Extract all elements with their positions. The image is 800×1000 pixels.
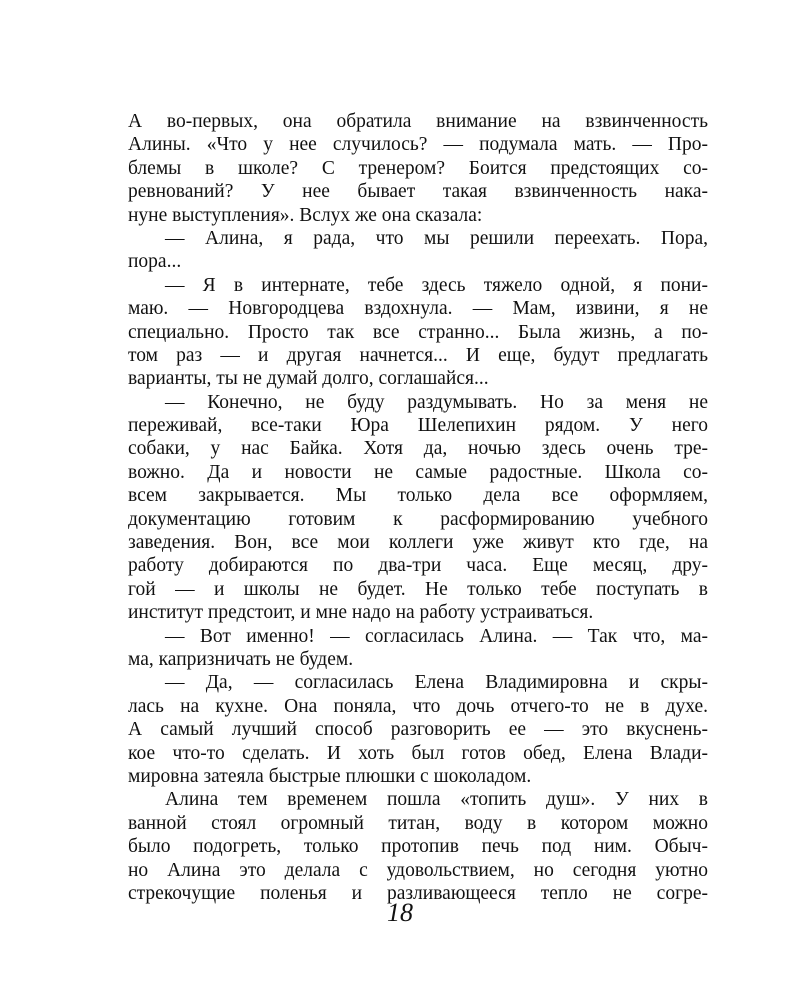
text-line: всем закрывается. Мы только дела все оформляем, bbox=[128, 485, 708, 507]
text-line: А самый лучший способ разговорить ее — это вкуснень- bbox=[128, 719, 708, 741]
page-body-text bbox=[128, 110, 708, 905]
text-line: мировна затеяла быстрые плюшки с шоколадом. bbox=[128, 765, 532, 787]
page-number: 18 bbox=[387, 898, 413, 927]
text-line: — Да, — согласилась Елена Владимировна и скры- bbox=[165, 672, 708, 694]
text-line: Алины. «Что у нее случилось? — подумала мать. — Про- bbox=[128, 134, 708, 156]
text-line: ванной стоял огромный титан, воду в котором можно bbox=[128, 812, 708, 834]
text-line: — Конечно, не буду раздумывать. Но за меня не bbox=[165, 391, 708, 413]
text-line: институт предстоит, и мне надо на работу устраиваться. bbox=[128, 602, 594, 624]
text-line: гой — и школы не будет. Не только тебе поступать в bbox=[128, 578, 708, 600]
text-line: нуне выступления». Вслух же она сказала: bbox=[128, 204, 483, 226]
text-line: — Алина, я рада, что мы решили переехать. Пора, bbox=[165, 227, 708, 249]
text-line: том раз — и другая начнется... И еще, будут предлагать bbox=[128, 344, 708, 366]
text-line: пора... bbox=[128, 251, 182, 273]
text-line: Алина тем временем пошла «топить душ». У них в bbox=[165, 789, 708, 811]
text-line: документацию готовим к расформированию учебного bbox=[128, 508, 708, 530]
text-line: было подогреть, только протопив печь под ним. Обыч- bbox=[128, 836, 708, 858]
text-line: собаки, у нас Байка. Хотя да, ночью здесь очень тре- bbox=[128, 438, 708, 460]
text-line: — Я в интернате, тебе здесь тяжело одной, я пони- bbox=[165, 274, 708, 296]
text-line: заведения. Вон, все мои коллеги уже живут кто где, на bbox=[128, 532, 708, 554]
text-line: но Алина это делала с удовольствием, но сегодня уютно bbox=[128, 859, 708, 881]
text-line: варианты, ты не думай долго, соглашайся... bbox=[128, 368, 489, 390]
text-line: блемы в школе? С тренером? Боится предстоящих со- bbox=[128, 157, 708, 179]
text-line: работу добираются по два-три часа. Еще месяц, дру- bbox=[128, 555, 708, 577]
text-line: лась на кухне. Она поняла, что дочь отчего-то не в духе. bbox=[128, 695, 708, 717]
text-line: кое что-то сделать. И хоть был готов обед, Елена Влади- bbox=[128, 742, 708, 764]
text-line: специально. Просто так все странно... Была жизнь, а по- bbox=[128, 321, 708, 343]
text-line: стрекочущие поленья и разливающееся тепло не согре- bbox=[128, 882, 708, 904]
text-line: ма, капризничать не будем. bbox=[128, 648, 354, 670]
text-line: вожно. Да и новости не самые радостные. Школа со- bbox=[128, 461, 708, 483]
text-line: переживай, все-таки Юра Шелепихин рядом. У него bbox=[128, 415, 708, 437]
text-line: — Вот именно! — согласилась Алина. — Так что, ма- bbox=[165, 625, 708, 647]
text-line: ревнований? У нее бывает такая взвинченность нака- bbox=[128, 181, 708, 203]
text-line: маю. — Новгородцева вздохнула. — Мам, извини, я не bbox=[128, 298, 708, 320]
text-line: А во-первых, она обратила внимание на взвинченность bbox=[128, 111, 708, 132]
